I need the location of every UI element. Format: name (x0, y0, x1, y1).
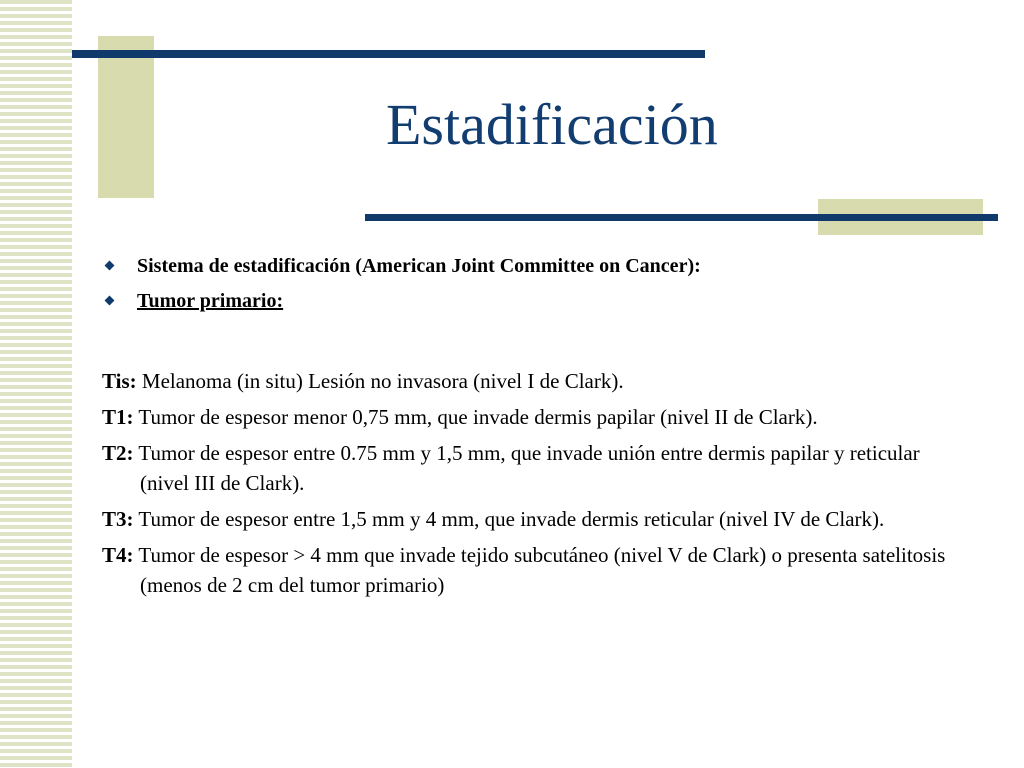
bullet-label: Sistema de estadificación (American Joint Committee on Cancer): (137, 255, 701, 277)
bullet-list (100, 255, 980, 325)
definition-code: T3: (102, 507, 134, 531)
diamond-bullet-icon (105, 296, 115, 306)
definition-code: T2: (102, 441, 134, 465)
definition-t2 (102, 438, 962, 498)
definition-text: Tumor de espesor menor 0,75 mm, que invade dermis papilar (nivel II de Clark). (138, 405, 818, 429)
decorative-khaki-block-top (98, 36, 154, 198)
page-title: Estadificación (386, 92, 718, 157)
definition-code: Tis: (102, 369, 137, 393)
bullet-label: Tumor primario: (137, 290, 284, 312)
staging-definitions (102, 366, 962, 606)
definition-tis (102, 366, 962, 396)
bullet-item-staging-system (100, 255, 980, 278)
decorative-stripe-band (0, 0, 72, 768)
definition-text: Tumor de espesor > 4 mm que invade tejido subcutáneo (nivel V de Clark) o presenta satelitosis (menos de 2 cm del tumor primario) (138, 543, 946, 597)
decorative-navy-bar-bottom (365, 214, 998, 221)
bullet-item-primary-tumor (100, 290, 980, 313)
definition-code: T1: (102, 405, 134, 429)
definition-text: Tumor de espesor entre 1,5 mm y 4 mm, que invade dermis reticular (nivel IV de Clark). (138, 507, 885, 531)
definition-t1 (102, 402, 962, 432)
definition-t4 (102, 540, 962, 600)
diamond-bullet-icon (105, 261, 115, 271)
definition-code: T4: (102, 543, 134, 567)
definition-t3 (102, 504, 962, 534)
definition-text: Tumor de espesor entre 0.75 mm y 1,5 mm, que invade unión entre dermis papilar y reticular (nivel III de Clark). (138, 441, 920, 495)
decorative-navy-bar-top (72, 50, 705, 58)
definition-text: Melanoma (in situ) Lesión no invasora (nivel I de Clark). (141, 369, 624, 393)
